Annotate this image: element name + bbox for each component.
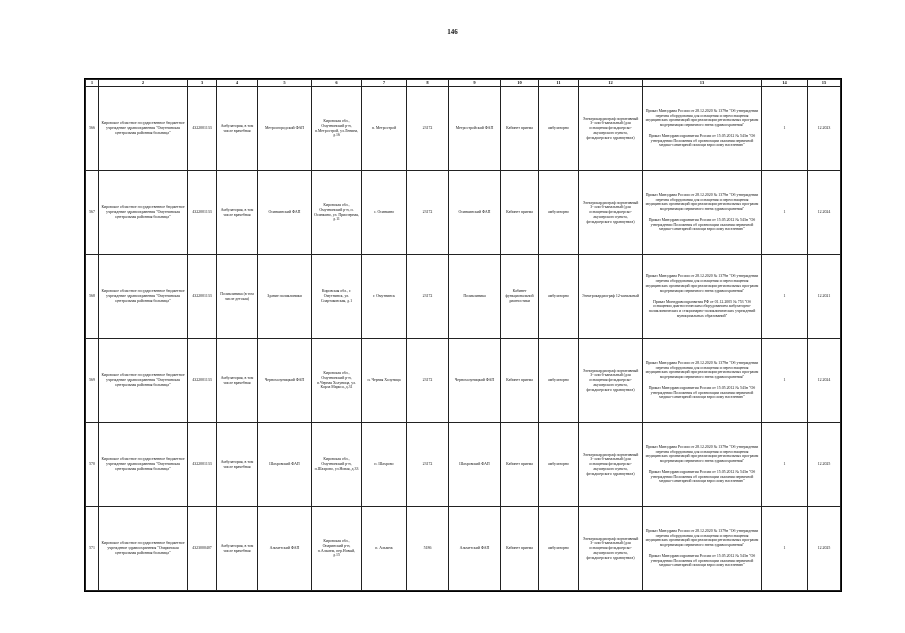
table-body xyxy=(86,87,841,591)
quantity-cell: 1 xyxy=(762,255,808,339)
table-row xyxy=(86,339,841,423)
legal-basis-cell xyxy=(643,507,762,591)
column-header: 5 xyxy=(258,80,312,87)
settlement-cell: п. Шахрово xyxy=(362,423,407,507)
date-cell: 12.2021 xyxy=(808,255,841,339)
facility-type-cell: Амбулатория, в том числе врачебная xyxy=(217,339,258,423)
legal-basis-order-1: Приказ Минздрава России от 28.12.2020 № 1379н "Об утверждении перечня оборудования для оснащения и переоснащения медицинских организаций при реализации региональных программ модернизации первичного звена здравоохранения" xyxy=(645,274,759,293)
table-row xyxy=(86,87,841,171)
care-form-cell: амбулаторно xyxy=(539,171,579,255)
address-cell: Кировская обл., Омутнинский р-н, п.Шахрово, ул.Новая, д.33 xyxy=(312,423,362,507)
row-number-cell: 567 xyxy=(86,171,99,255)
address-cell: Кировская обл., г. Омутнинск, ул. Спартаковская, д.1 xyxy=(312,255,362,339)
building-cell: Чернохолуницкий ФАП xyxy=(258,339,312,423)
equipment-cell: Электрокардиограф портативный 3- или 6-канальный (для оснащения фельдшерско-акушерского пункта, фельдшерского здравпункта) xyxy=(579,339,643,423)
quantity-cell: 1 xyxy=(762,507,808,591)
settlement-cell: п. Альмеж xyxy=(362,507,407,591)
column-header: 11 xyxy=(539,80,579,87)
table-row xyxy=(86,423,841,507)
table-row xyxy=(86,255,841,339)
column-header: 3 xyxy=(188,80,217,87)
inn-cell: 4323000407 xyxy=(188,507,217,591)
legal-basis-cell xyxy=(643,171,762,255)
legal-basis-cell xyxy=(643,339,762,423)
equipment-cell: Электрокардиограф портативный 3- или 6-канальный (для оснащения фельдшерско-акушерского пункта, фельдшерского здравпункта) xyxy=(579,171,643,255)
address-cell: Кировская обл., Опаринский р-н, п.Альмеж, пер.Новый, д.15 xyxy=(312,507,362,591)
organization-cell: Кировское областное государственное бюджетное учреждение здравоохранения "Омутнинская центральная районная больница" xyxy=(99,339,188,423)
unit-cell: Чернохолуницкий ФАП xyxy=(449,339,501,423)
population-cell: 23172 xyxy=(407,339,449,423)
building-cell: Альметский ФАП xyxy=(258,507,312,591)
organization-cell: Кировское областное государственное бюджетное учреждение здравоохранения "Омутнинская центральная районная больница" xyxy=(99,87,188,171)
quantity-cell: 1 xyxy=(762,171,808,255)
facility-type-cell: Амбулатория, в том числе врачебная xyxy=(217,87,258,171)
legal-basis-cell xyxy=(643,87,762,171)
quantity-cell: 1 xyxy=(762,423,808,507)
quantity-cell: 1 xyxy=(762,87,808,171)
facility-type-cell: Амбулатория, в том числе врачебная xyxy=(217,423,258,507)
legal-basis-order-2: Приказ Минздравсоцразвития России от 15.05.2012 № 543н "Об утверждении Положения об организации оказания первичной медико-санитарной помощи взрослому населению" xyxy=(648,217,756,232)
room-cell: Кабинет приема xyxy=(501,87,539,171)
date-cell: 12.2024 xyxy=(808,171,841,255)
date-cell: 12.2025 xyxy=(808,423,841,507)
room-cell: Кабинет функциональной диагностики xyxy=(501,255,539,339)
room-cell: Кабинет приема xyxy=(501,339,539,423)
column-header: 4 xyxy=(217,80,258,87)
care-form-cell: амбулаторно xyxy=(539,255,579,339)
building-cell: Здание поликлиники xyxy=(258,255,312,339)
equipment-table xyxy=(85,79,841,591)
row-number-cell: 568 xyxy=(86,255,99,339)
organization-cell: Кировское областное государственное бюджетное учреждение здравоохранения "Омутнинская центральная районная больница" xyxy=(99,423,188,507)
date-cell: 12.2024 xyxy=(808,339,841,423)
legal-basis-order-2: Приказ Минздравсоцразвития РФ от 01.12.2005 № 753 "Об оснащении диагностическим оборудованием амбулаторно-поликлинических и стационарно-поликлинических учреждений муниципальных образований" xyxy=(648,299,756,318)
inn-cell: 4322001133 xyxy=(188,171,217,255)
legal-basis-order-2: Приказ Минздравсоцразвития России от 15.05.2012 № 543н "Об утверждении Положения об организации оказания первичной медико-санитарной помощи взрослому населению" xyxy=(648,385,756,400)
legal-basis-order-2: Приказ Минздравсоцразвития России от 15.05.2012 № 543н "Об утверждении Положения об организации оказания первичной медико-санитарной помощи взрослому населению" xyxy=(648,469,756,484)
column-header: 8 xyxy=(407,80,449,87)
settlement-cell: с. Осинкино xyxy=(362,171,407,255)
address-cell: Кировская обл., Омутнинский р-н, п. Осинкино, ул. Приозерная, д.11 xyxy=(312,171,362,255)
settlement-cell: г. Омутнинск xyxy=(362,255,407,339)
unit-cell: Поликлиника xyxy=(449,255,501,339)
room-cell: Кабинет приема xyxy=(501,171,539,255)
care-form-cell: амбулаторно xyxy=(539,339,579,423)
inn-cell: 4322001133 xyxy=(188,87,217,171)
unit-cell: Альметский ФАП xyxy=(449,507,501,591)
settlement-cell: п. Черная Холуница xyxy=(362,339,407,423)
facility-type-cell: Поликлиника (в том числе детская) xyxy=(217,255,258,339)
column-header: 2 xyxy=(99,80,188,87)
table-row xyxy=(86,507,841,591)
column-header: 1 xyxy=(86,80,99,87)
building-cell: Осинкинский ФАП xyxy=(258,171,312,255)
settlement-cell: п. Метрострой xyxy=(362,87,407,171)
legal-basis-order-2: Приказ Минздравсоцразвития России от 15.05.2012 № 543н "Об утверждении Положения об организации оказания первичной медико-санитарной помощи взрослому населению" xyxy=(648,133,756,148)
legal-basis-cell xyxy=(643,423,762,507)
column-header: 9 xyxy=(449,80,501,87)
population-cell: 23172 xyxy=(407,171,449,255)
legal-basis-order-1: Приказ Минздрава России от 28.12.2020 № 1379н "Об утверждении перечня оборудования для оснащения и переоснащения медицинских организаций при реализации региональных программ модернизации первичного звена здравоохранения" xyxy=(645,360,759,380)
inn-cell: 4322001133 xyxy=(188,423,217,507)
care-form-cell: амбулаторно xyxy=(539,423,579,507)
column-header: 14 xyxy=(762,80,808,87)
date-cell: 12.2025 xyxy=(808,507,841,591)
legal-basis-order-1: Приказ Минздрава России от 28.12.2020 № 1379н "Об утверждении перечня оборудования для оснащения и переоснащения медицинских организаций при реализации региональных программ модернизации первичного звена здравоохранения" xyxy=(645,108,759,128)
room-cell: Кабинет приема xyxy=(501,423,539,507)
building-cell: Метроогородский ФАП xyxy=(258,87,312,171)
care-form-cell: амбулаторно xyxy=(539,507,579,591)
facility-type-cell: Амбулатория, в том числе врачебная xyxy=(217,171,258,255)
address-cell: Кировская обл., Омутнинский р-н, п.Черная Холуница, ул. Карла Маркса, д.31 xyxy=(312,339,362,423)
inn-cell: 4322001133 xyxy=(188,339,217,423)
page-number: 146 xyxy=(447,28,458,36)
unit-cell: Осинкинский ФАП xyxy=(449,171,501,255)
building-cell: Шахровский ФАП xyxy=(258,423,312,507)
row-number-cell: 570 xyxy=(86,423,99,507)
legal-basis-cell xyxy=(643,255,762,339)
column-header: 6 xyxy=(312,80,362,87)
legal-basis-order-1: Приказ Минздрава России от 28.12.2020 № 1379н "Об утверждении перечня оборудования для оснащения и переоснащения медицинских организаций при реализации региональных программ модернизации первичного звена здравоохранения" xyxy=(645,444,759,464)
column-header: 7 xyxy=(362,80,407,87)
organization-cell: Кировское областное государственное бюджетное учреждение здравоохранения "Опаринская центральная районная больница" xyxy=(99,507,188,591)
equipment-cell: Электрокардиограф портативный 3- или 6-канальный (для оснащения фельдшерско-акушерского пункта, фельдшерского здравпункта) xyxy=(579,507,643,591)
population-cell: 23172 xyxy=(407,423,449,507)
equipment-cell: Электрокардиограф портативный 3- или 6-канальный (для оснащения фельдшерско-акушерского пункта, фельдшерского здравпункта) xyxy=(579,87,643,171)
care-form-cell: амбулаторно xyxy=(539,87,579,171)
population-cell: 23172 xyxy=(407,255,449,339)
legal-basis-order-1: Приказ Минздрава России от 28.12.2020 № 1379н "Об утверждении перечня оборудования для оснащения и переоснащения медицинских организаций при реализации региональных программ модернизации первичного звена здравоохранения" xyxy=(645,192,759,212)
row-number-cell: 569 xyxy=(86,339,99,423)
inn-cell: 4322001133 xyxy=(188,255,217,339)
column-header: 12 xyxy=(579,80,643,87)
date-cell: 12.2023 xyxy=(808,87,841,171)
equipment-cell: Электрокардиограф портативный 3- или 6-канальный (для оснащения фельдшерско-акушерского пункта, фельдшерского здравпункта) xyxy=(579,423,643,507)
legal-basis-order-2: Приказ Минздравсоцразвития России от 15.05.2012 № 543н "Об утверждении Положения об организации оказания первичной медико-санитарной помощи взрослому населению" xyxy=(648,553,756,568)
legal-basis-order-1: Приказ Минздрава России от 28.12.2020 № 1379н "Об утверждении перечня оборудования для оснащения и переоснащения медицинских организаций при реализации региональных программ модернизации первичного звена здравоохранения" xyxy=(645,528,759,548)
population-cell: 5186 xyxy=(407,507,449,591)
room-cell: Кабинет приема xyxy=(501,507,539,591)
unit-cell: Шахровский ФАП xyxy=(449,423,501,507)
row-number-cell: 566 xyxy=(86,87,99,171)
organization-cell: Кировское областное государственное бюджетное учреждение здравоохранения "Омутнинская центральная районная больница" xyxy=(99,171,188,255)
facility-type-cell: Амбулатория, в том числе врачебная xyxy=(217,507,258,591)
equipment-cell: Электрокардиограф 12-канальный xyxy=(579,255,643,339)
unit-cell: Метростройский ФАП xyxy=(449,87,501,171)
table-header-row xyxy=(86,80,841,87)
row-number-cell: 571 xyxy=(86,507,99,591)
column-header: 10 xyxy=(501,80,539,87)
organization-cell: Кировское областное государственное бюджетное учреждение здравоохранения "Омутнинская центральная районная больница" xyxy=(99,255,188,339)
column-header: 13 xyxy=(643,80,762,87)
address-cell: Кировская обл., Омутнинский р-н, п.Метрострой, ул.Ленина, д.16 xyxy=(312,87,362,171)
quantity-cell: 1 xyxy=(762,339,808,423)
column-header: 15 xyxy=(808,80,841,87)
population-cell: 23172 xyxy=(407,87,449,171)
table-row xyxy=(86,171,841,255)
